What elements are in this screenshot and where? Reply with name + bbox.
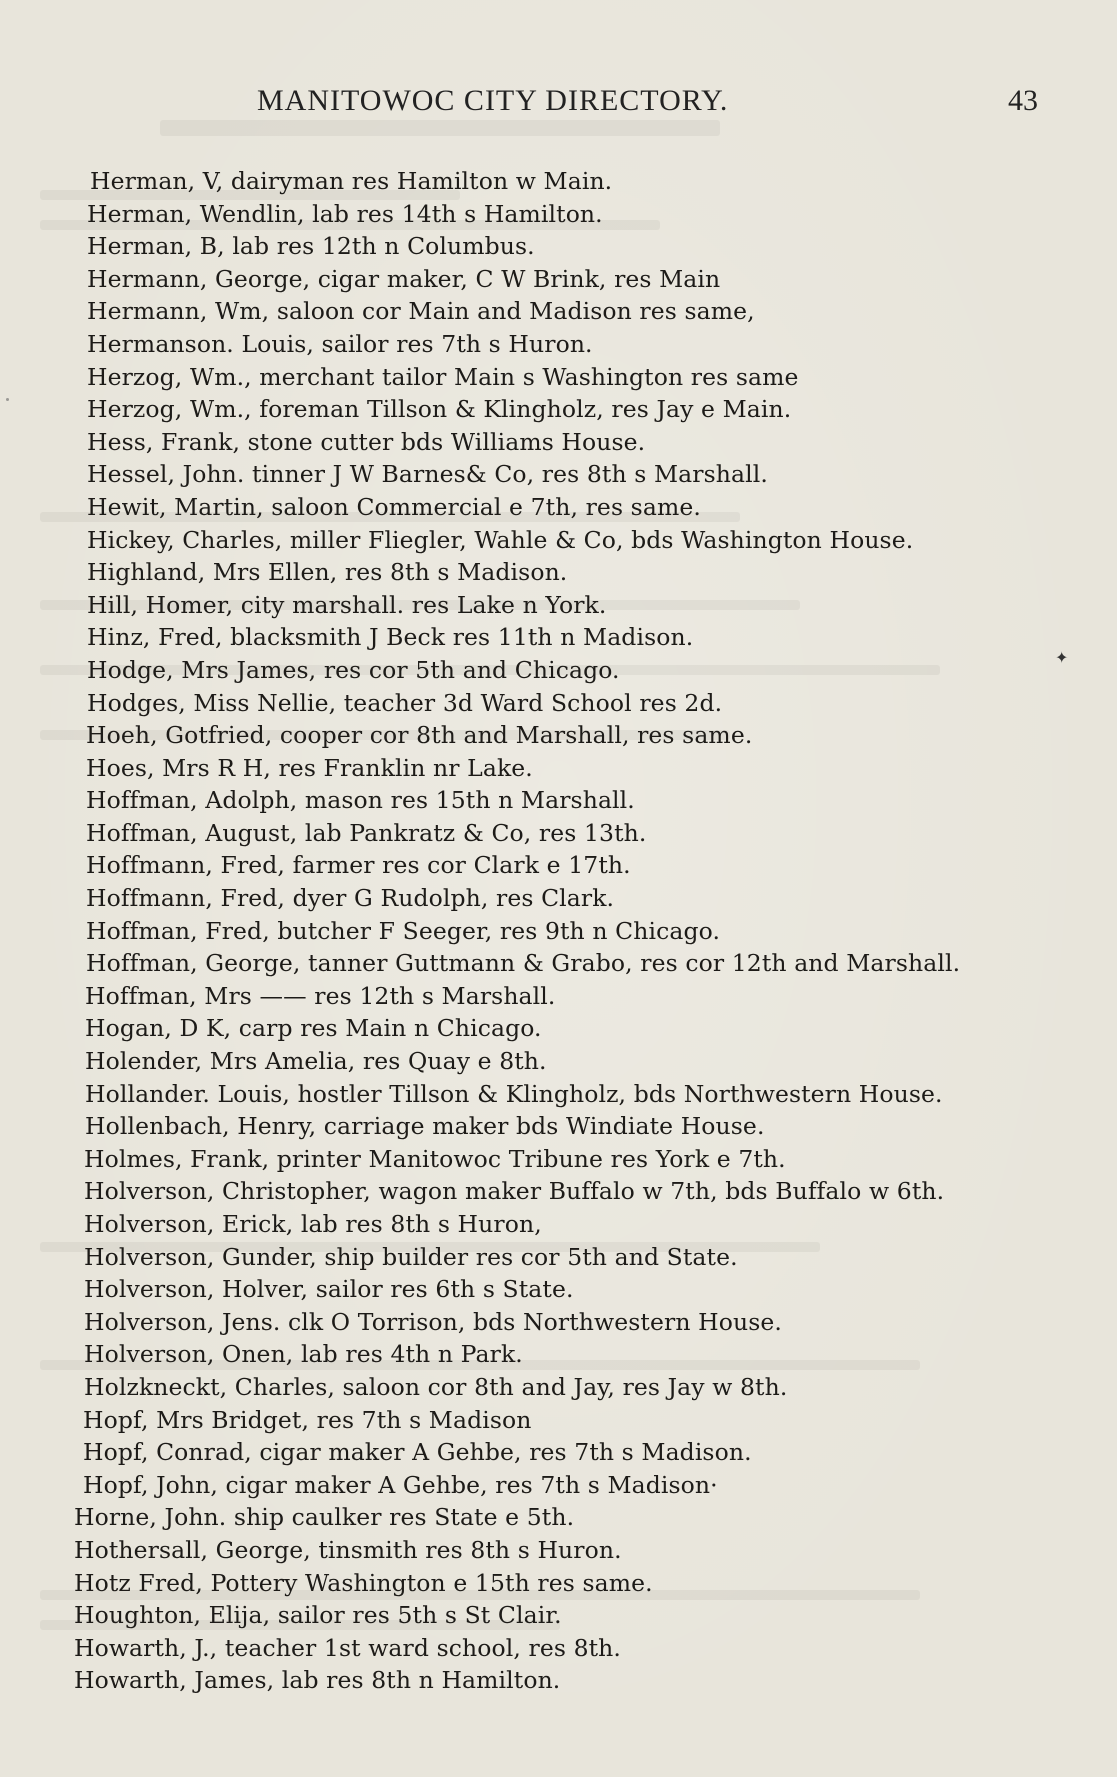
directory-entry: Hopf, John, cigar maker A Gehbe, res 7th s Madison· <box>83 1470 718 1499</box>
directory-entry: Holmes, Frank, printer Manitowoc Tribune res York e 7th. <box>84 1144 786 1173</box>
directory-entry: Hoffman, Adolph, mason res 15th n Marshall. <box>86 786 635 815</box>
directory-entry: Howarth, J., teacher 1st ward school, res 8th. <box>74 1633 621 1662</box>
directory-entry: Hopf, Mrs Bridget, res 7th s Madison <box>83 1405 532 1434</box>
page-number: 43 <box>1008 84 1038 117</box>
directory-entry: Houghton, Elija, sailor res 5th s St Clair. <box>74 1601 562 1630</box>
directory-entry: Hermanson. Louis, sailor res 7th s Huron. <box>87 329 593 358</box>
directory-entry: Hoffmann, Fred, dyer G Rudolph, res Clark. <box>86 884 615 913</box>
directory-entry: Holverson, Onen, lab res 4th n Park. <box>84 1340 523 1369</box>
directory-entry: Herzog, Wm., merchant tailor Main s Washington res same <box>87 362 799 391</box>
directory-entry: Holverson, Jens. clk O Torrison, bds Northwestern House. <box>84 1307 782 1336</box>
directory-entry: Howarth, James, lab res 8th n Hamilton. <box>74 1666 561 1695</box>
directory-entries <box>70 165 1080 1697</box>
directory-entry: Hoes, Mrs R H, res Franklin nr Lake. <box>86 753 533 782</box>
directory-entry: Hoffman, Fred, butcher F Seeger, res 9th n Chicago. <box>86 916 721 945</box>
directory-entry: Holverson, Erick, lab res 8th s Huron, <box>84 1210 542 1238</box>
directory-entry: Highland, Mrs Ellen, res 8th s Madison. <box>87 558 568 587</box>
directory-entry: Horne, John. ship caulker res State e 5th. <box>74 1503 575 1532</box>
directory-entry: Hess, Frank, stone cutter bds Williams House. <box>87 427 646 456</box>
directory-entry: Hoffman, Mrs —— res 12th s Marshall. <box>85 981 556 1010</box>
directory-entry: Hewit, Martin, saloon Commercial e 7th, res same. <box>87 492 701 521</box>
margin-mark-icon: ✦ <box>1055 648 1069 667</box>
directory-entry: Hotz Fred, Pottery Washington e 15th res same. <box>74 1568 653 1597</box>
directory-entry: Hodge, Mrs James, res cor 5th and Chicago. <box>87 655 620 684</box>
directory-entry: Herzog, Wm., foreman Tillson & Klingholz, res Jay e Main. <box>87 395 792 424</box>
directory-entry: Hill, Homer, city marshall. res Lake n York. <box>87 590 607 619</box>
directory-entry: Hickey, Charles, miller Fliegler, Wahle & Co, bds Washington House. <box>87 525 914 554</box>
directory-entry: Hoeh, Gotfried, cooper cor 8th and Marshall, res same. <box>86 721 753 750</box>
directory-entry: Herman, Wendlin, lab res 14th s Hamilton. <box>87 199 603 228</box>
directory-entry: Hoffman, August, lab Pankratz & Co, res 13th. <box>86 818 647 847</box>
directory-entry: Hinz, Fred, blacksmith J Beck res 11th n Madison. <box>87 623 694 652</box>
directory-entry: Hoffmann, Fred, farmer res cor Clark e 17th. <box>86 851 631 880</box>
directory-entry: Hothersall, George, tinsmith res 8th s Huron. <box>74 1535 622 1564</box>
directory-entry: Herman, B, lab res 12th n Columbus. <box>87 232 535 261</box>
directory-entry: Hollander. Louis, hostler Tillson & Klingholz, bds Northwestern House. <box>85 1079 943 1108</box>
directory-entry: Holzkneckt, Charles, saloon cor 8th and Jay, res Jay w 8th. <box>84 1372 788 1401</box>
paper-speck <box>6 398 9 401</box>
directory-entry: Hopf, Conrad, cigar maker A Gehbe, res 7th s Madison. <box>83 1438 752 1467</box>
directory-entry: Herman, V, dairyman res Hamilton w Main. <box>90 167 613 195</box>
directory-entry: Hessel, John. tinner J W Barnes& Co, res 8th s Marshall. <box>87 460 768 489</box>
directory-entry: Holender, Mrs Amelia, res Quay e 8th. <box>85 1047 547 1076</box>
directory-entry: Hogan, D K, carp res Main n Chicago. <box>85 1014 542 1043</box>
directory-entry: Hodges, Miss Nellie, teacher 3d Ward School res 2d. <box>87 688 723 717</box>
directory-entry: Hollenbach, Henry, carriage maker bds Windiate House. <box>85 1112 765 1141</box>
directory-entry: Holverson, Holver, sailor res 6th s State. <box>84 1275 574 1304</box>
running-head: MANITOWOC CITY DIRECTORY. <box>257 84 729 117</box>
directory-entry: Holverson, Christopher, wagon maker Buffalo w 7th, bds Buffalo w 6th. <box>84 1177 945 1206</box>
directory-entry: Holverson, Gunder, ship builder res cor 5th and State. <box>84 1242 738 1271</box>
directory-entry: Hoffman, George, tanner Guttmann & Grabo, res cor 12th and Marshall. <box>86 949 961 978</box>
directory-entry: Hermann, George, cigar maker, C W Brink, res Main <box>87 264 721 293</box>
directory-entry: Hermann, Wm, saloon cor Main and Madison res same, <box>87 297 755 326</box>
